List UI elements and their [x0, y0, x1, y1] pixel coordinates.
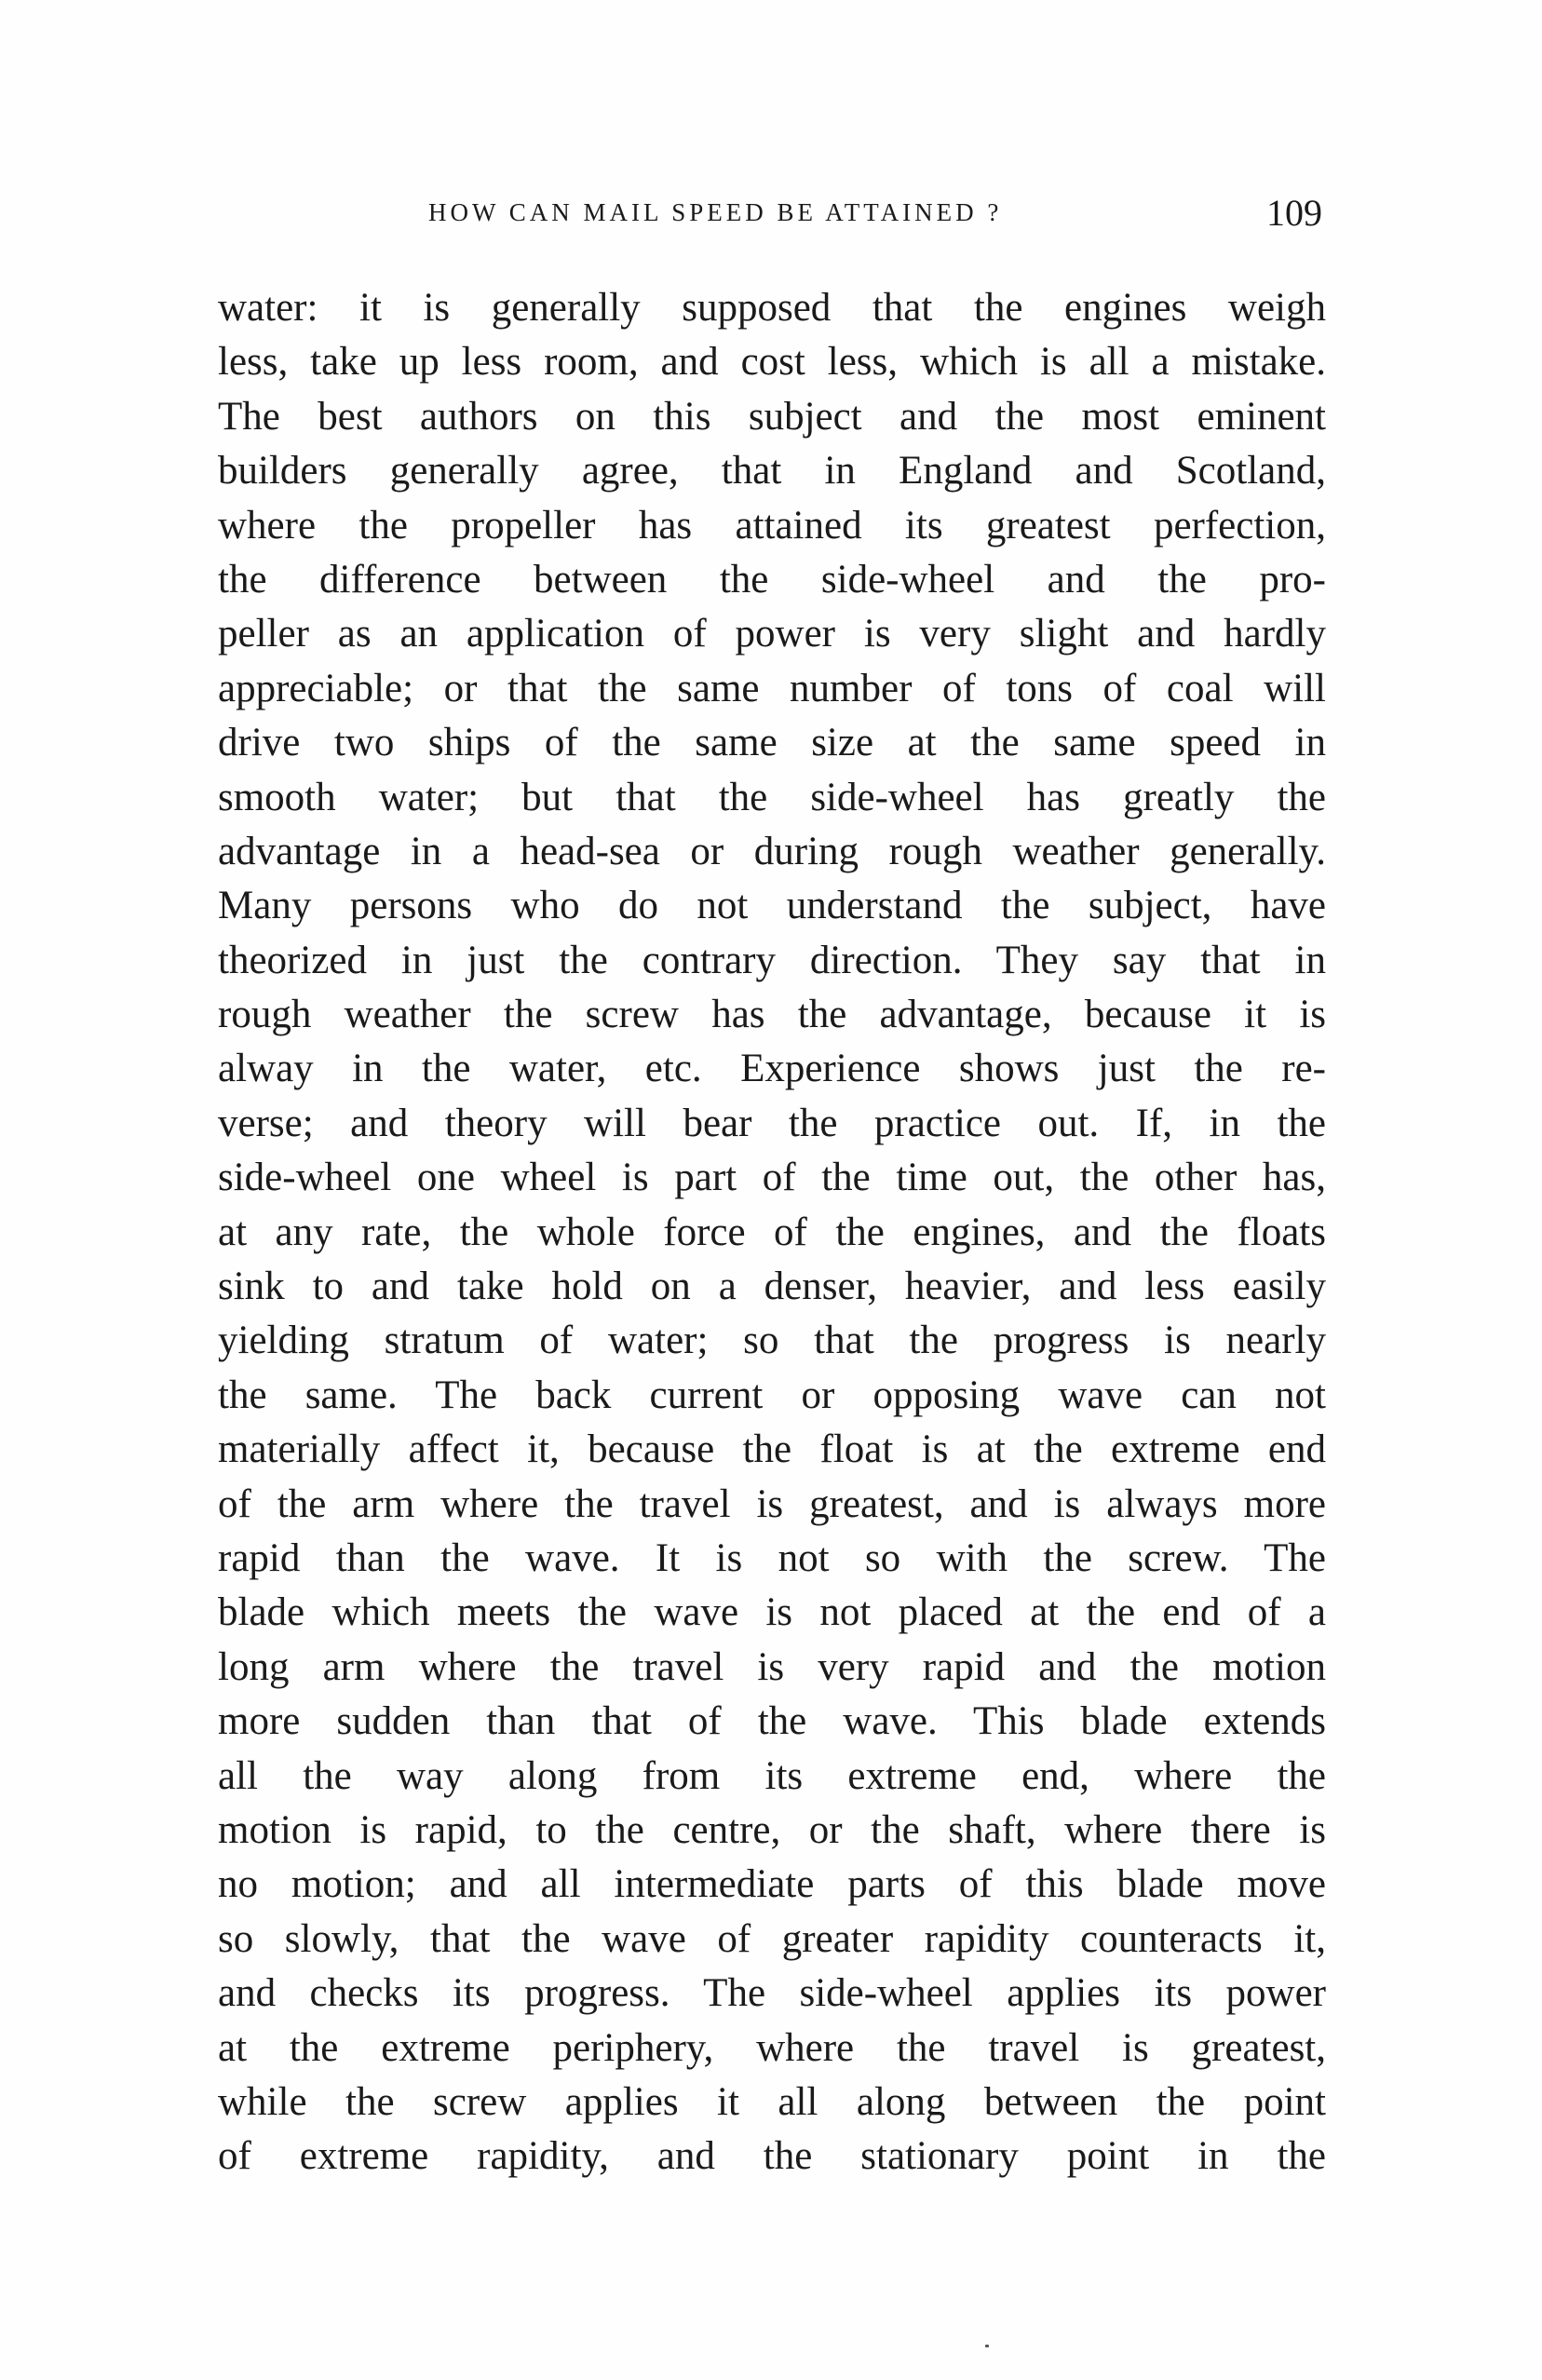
text-line: of the arm where the travel is greatest, and is always more: [218, 1481, 1326, 1526]
text-line: verse; and theory will bear the practice out. If, in the: [218, 1101, 1326, 1145]
text-line: while the screw applies it all along between the point: [218, 2079, 1326, 2124]
print-speck: [985, 2345, 989, 2347]
running-head: [218, 191, 1326, 243]
text-line: peller as an application of power is very slight and hardly: [218, 612, 1326, 656]
text-line: less, take up less room, and cost less, which is all a mistake.: [218, 340, 1326, 385]
text-line: where the propeller has attained its greatest perfection,: [218, 503, 1326, 548]
text-line: at any rate, the whole force of the engines, and the floats: [218, 1210, 1326, 1254]
text-line: theorized in just the contrary direction. They say that in: [218, 938, 1326, 982]
text-line: alway in the water, etc. Experience shows just the re-: [218, 1047, 1326, 1091]
text-line: the difference between the side-wheel and the pro-: [218, 557, 1326, 602]
text-line: of extreme rapidity, and the stationary point in the: [218, 2134, 1326, 2179]
text-line: rapid than the wave. It is not so with the screw. The: [218, 1535, 1326, 1580]
text-line: blade which meets the wave is not placed at the end of a: [218, 1590, 1326, 1635]
text-line: long arm where the travel is very rapid and the motion: [218, 1644, 1326, 1689]
text-line: and checks its progress. The side-wheel applies its power: [218, 1971, 1326, 2016]
text-line: all the way along from its extreme end, where the: [218, 1753, 1326, 1798]
text-line: Many persons who do not understand the subject, have: [218, 884, 1326, 928]
text-line: so slowly, that the wave of greater rapidity counteracts it,: [218, 1916, 1326, 1961]
page-number: 109: [1266, 192, 1322, 234]
text-line: water: it is generally supposed that the engines weigh: [218, 286, 1326, 330]
text-line: appreciable; or that the same number of tons of coal will: [218, 666, 1326, 710]
text-line: no motion; and all intermediate parts of this blade move: [218, 1862, 1326, 1907]
text-line: more sudden than that of the wave. This blade extends: [218, 1699, 1326, 1744]
running-title: HOW CAN MAIL SPEED BE ATTAINED ?: [428, 198, 1003, 226]
text-line: the same. The back current or opposing wave can not: [218, 1373, 1326, 1417]
text-line: advantage in a head-sea or during rough weather generally.: [218, 829, 1326, 873]
text-line: side-wheel one wheel is part of the time out, the other has,: [218, 1156, 1326, 1200]
text-line: drive two ships of the same size at the same speed in: [218, 721, 1326, 765]
text-line: The best authors on this subject and the most eminent: [218, 394, 1326, 439]
text-line: motion is rapid, to the centre, or the shaft, where there is: [218, 1807, 1326, 1852]
text-line: smooth water; but that the side-wheel has greatly the: [218, 775, 1326, 819]
text-line: at the extreme periphery, where the travel is greatest,: [218, 2025, 1326, 2070]
text-line: builders generally agree, that in England and Scotland,: [218, 449, 1326, 494]
text-line: materially affect it, because the float is at the extreme end: [218, 1427, 1326, 1472]
text-line: yielding stratum of water; so that the progress is nearly: [218, 1318, 1326, 1363]
body-text: [218, 281, 1326, 2184]
text-line: rough weather the screw has the advantage, because it is: [218, 993, 1326, 1037]
text-line: sink to and take hold on a denser, heavier, and less easily: [218, 1264, 1326, 1309]
